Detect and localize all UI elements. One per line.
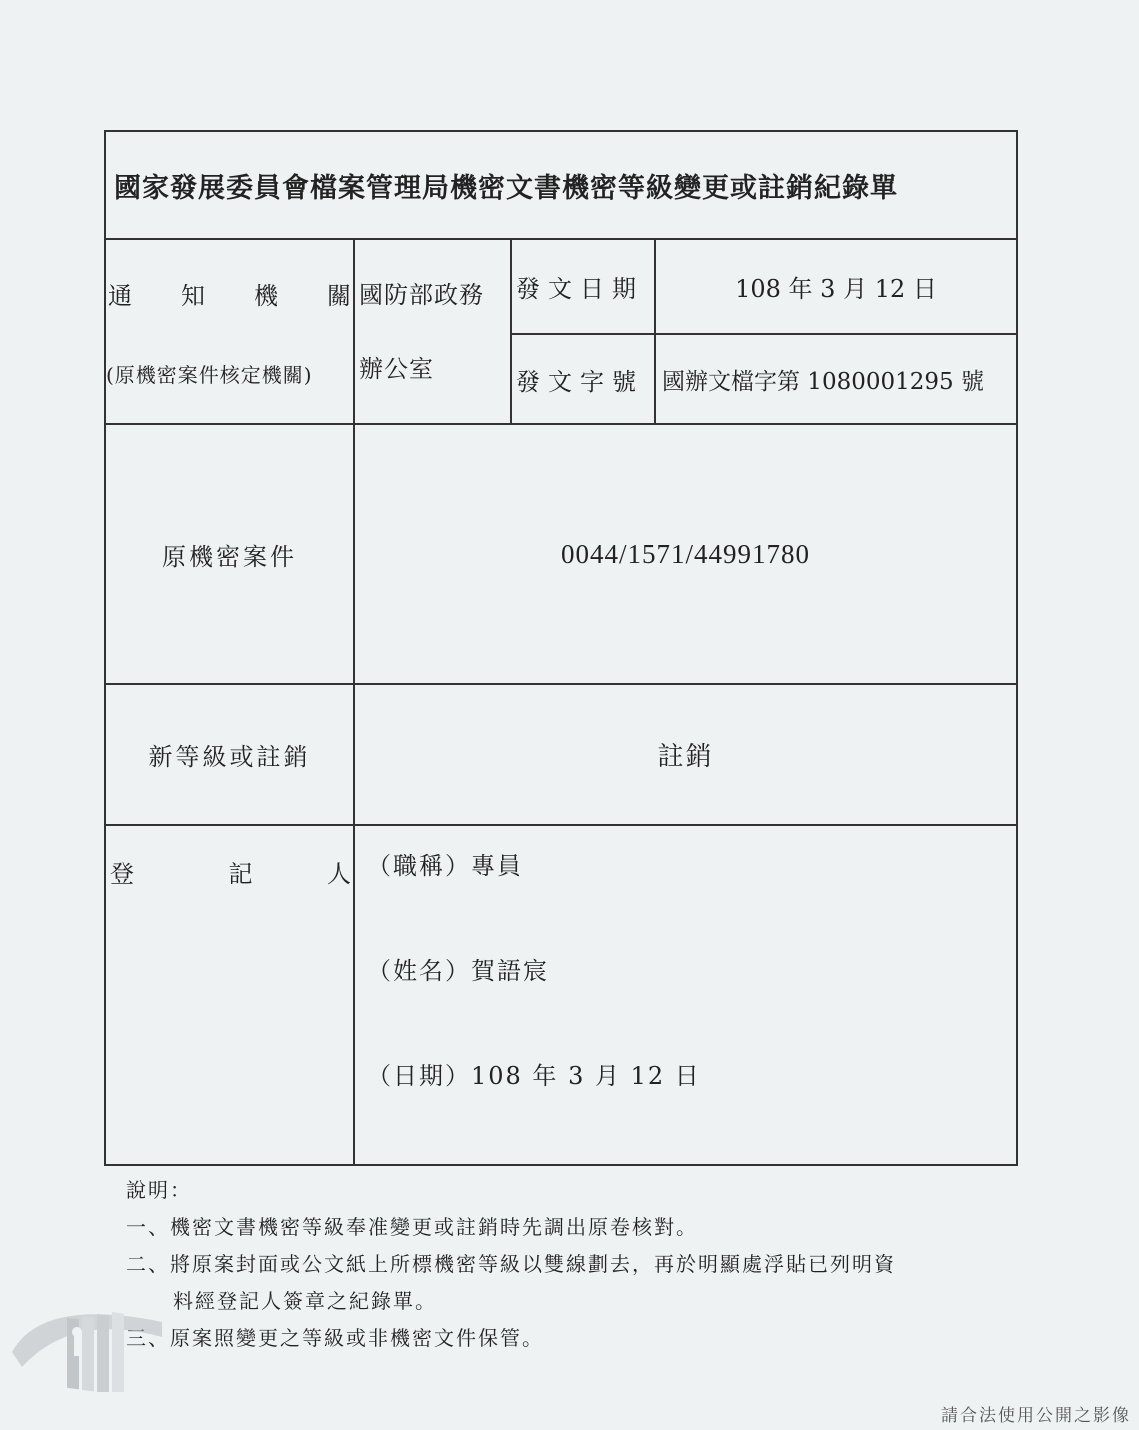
registrar-date: （日期）108 年 3 月 12 日 [367,1062,701,1090]
form-title: 國家發展委員會檔案管理局機密文書機密等級變更或註銷紀錄單 [105,131,1017,239]
original-case-label: 原機密案件 [105,424,354,684]
notes-heading: 說明： [126,1178,192,1202]
doc-number-label: 發文字號 [511,334,655,424]
new-level-label: 新等級或註銷 [105,684,354,825]
registrar-name: （姓名）賀語宸 [367,957,549,985]
issue-date-value: 108 年 3 月 12 日 [655,239,1017,334]
notifying-agency-label-cell [105,239,354,424]
original-case-value: 0044/1571/44991780 [354,424,1017,684]
note-item-2-line-2: 料經登記人簽章之紀錄單。 [173,1289,437,1313]
notifying-agency-value-line1: 國防部政務 [359,280,484,309]
note-item-3: 三、原案照變更之等級或非機密文件保管。 [126,1326,544,1350]
note-item-2-line-1: 二、將原案封面或公文紙上所標機密等級以雙線劃去，再於明顯處浮貼已列明資 [126,1252,896,1276]
archive-folders-logo-icon [12,1292,172,1392]
issue-date-label: 發文日期 [511,239,655,334]
registrar-label: 登 記 人 [110,860,351,888]
record-form-table [104,130,1018,1166]
notifying-agency-value-line2: 辦公室 [359,354,434,383]
notifying-agency-sublabel: (原機密案件核定機關) [106,362,313,387]
registrar-label-cell [105,825,354,1165]
doc-number-value: 國辦文檔字第 1080001295 號 [655,334,1017,424]
registrar-values-cell [354,825,1017,1165]
new-level-value: 註銷 [354,684,1017,825]
registrar-title: （職稱）專員 [367,852,523,880]
notifying-agency-label: 通 知 機 關 [108,281,351,310]
notes-section [126,1172,896,1357]
note-item-1: 一、機密文書機密等級奉准變更或註銷時先調出原卷核對。 [126,1215,698,1239]
notifying-agency-value-cell [354,239,511,424]
footer-watermark-text: 請合法使用公開之影像 [941,1406,1131,1426]
